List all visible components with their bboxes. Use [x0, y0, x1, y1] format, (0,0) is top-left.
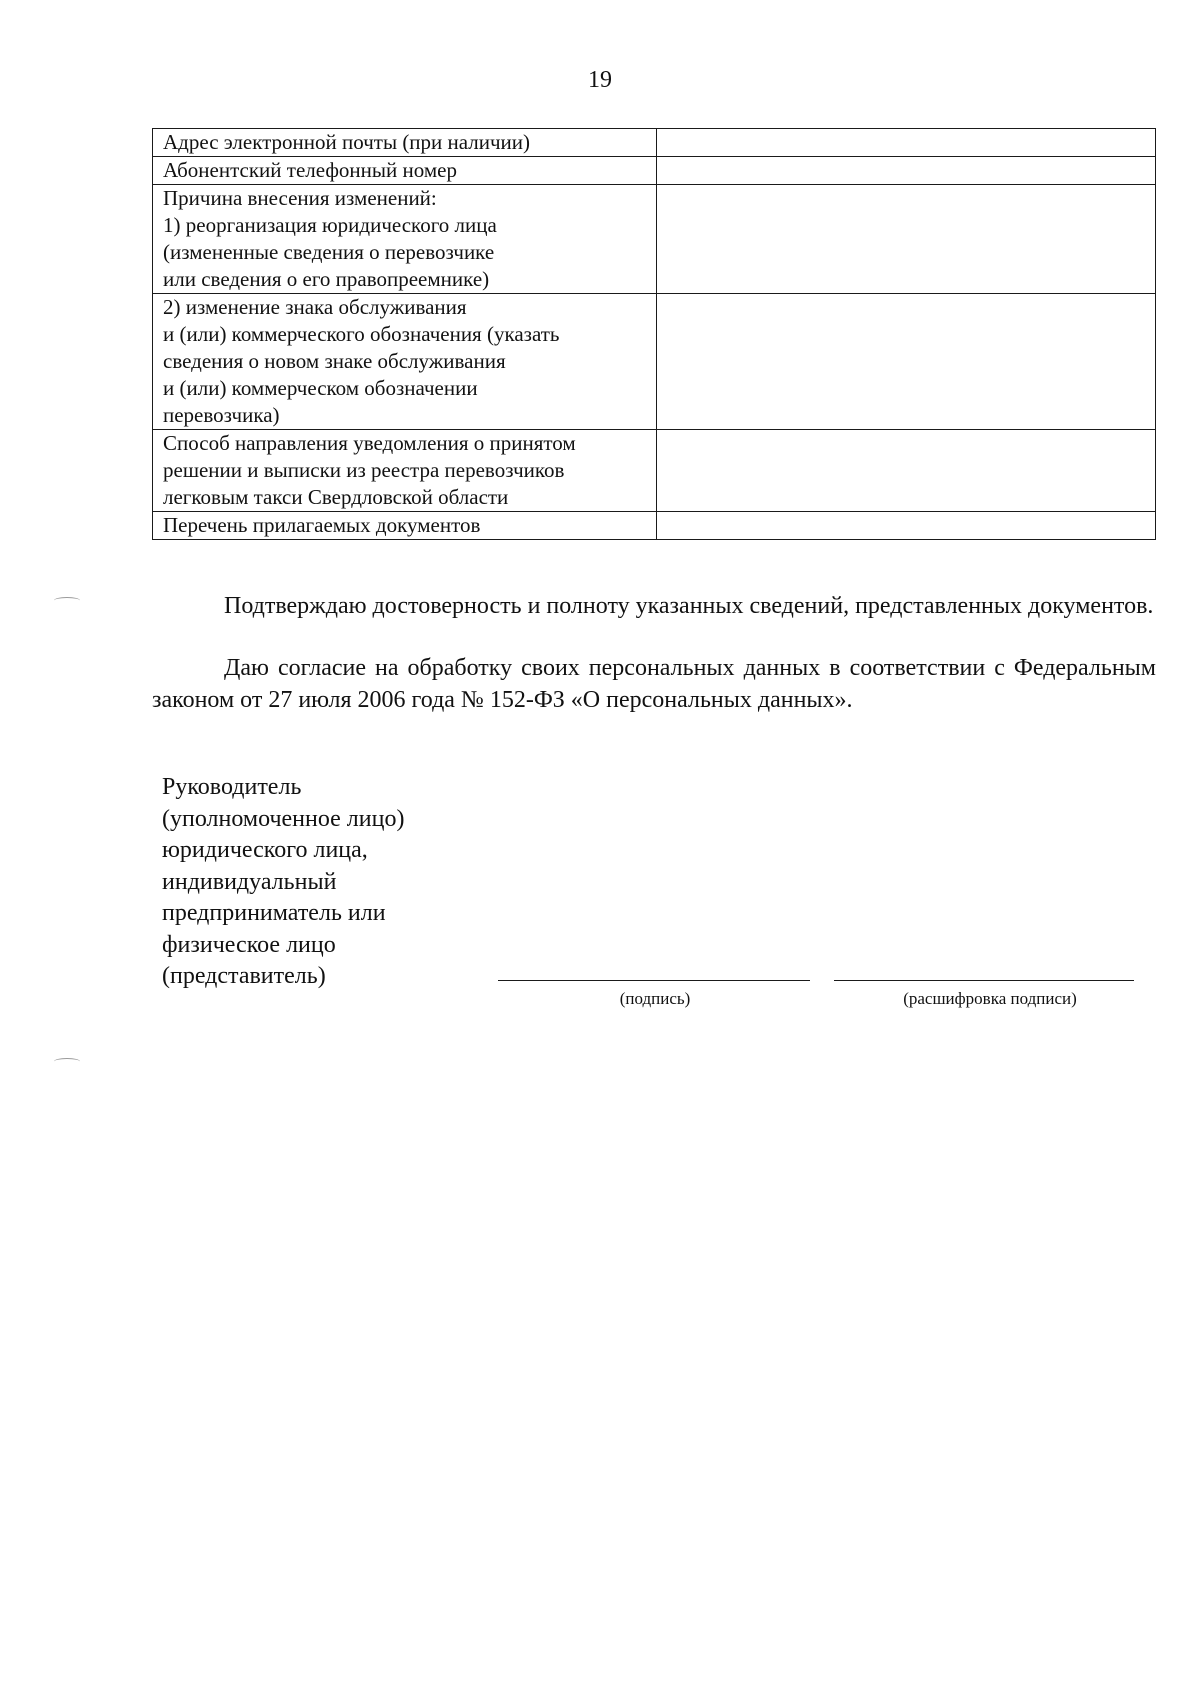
form-table-body	[153, 129, 1156, 540]
table-row	[153, 512, 1156, 540]
application-form-table	[152, 128, 1156, 540]
table-row	[153, 294, 1156, 430]
field-label: Способ направления уведомления о принятом решении и выписки из реестра перевозчиков легковым такси Свердловской области	[153, 430, 657, 512]
signer-title: Руководитель (уполномоченное лицо) юридического лица, индивидуальный предприниматель или физическое лицо (представитель)	[162, 774, 405, 989]
signature-decoding-caption: (расшифровка подписи)	[903, 989, 1077, 1008]
field-value	[657, 129, 1156, 157]
page-number: 19	[588, 67, 612, 93]
field-label: 2) изменение знака обслуживания и (или) коммерческого обозначения (указать сведения о новом знаке обслуживания и (или) коммерческом обозначении перевозчика)	[153, 294, 657, 430]
field-value	[657, 430, 1156, 512]
signature-decoding-line	[834, 980, 1134, 981]
field-label: Адрес электронной почты (при наличии)	[153, 129, 657, 157]
field-value	[657, 185, 1156, 294]
confirmation-statement: Подтверждаю достоверность и полноту указанных сведений, представленных документов.	[224, 593, 1154, 619]
field-value	[657, 294, 1156, 430]
table-row	[153, 129, 1156, 157]
field-label: Перечень прилагаемых документов	[153, 512, 657, 540]
field-label: Абонентский телефонный номер	[153, 157, 657, 185]
scan-artifact	[54, 597, 80, 604]
table-row	[153, 157, 1156, 185]
field-value	[657, 512, 1156, 540]
signature-line	[498, 980, 810, 981]
field-label: Причина внесения изменений: 1) реорганизация юридического лица (измененные сведения о перевозчике или сведения о его правопреемнике)	[153, 185, 657, 294]
field-value	[657, 157, 1156, 185]
consent-statement: Даю согласие на обработку своих персональных данных в соответствии с Федеральным законом от 27 июля 2006 года № 152-ФЗ «О персональных данных».	[152, 655, 1156, 713]
scan-artifact	[54, 1058, 80, 1065]
table-row	[153, 430, 1156, 512]
signature-caption: (подпись)	[619, 989, 691, 1008]
table-row	[153, 185, 1156, 294]
